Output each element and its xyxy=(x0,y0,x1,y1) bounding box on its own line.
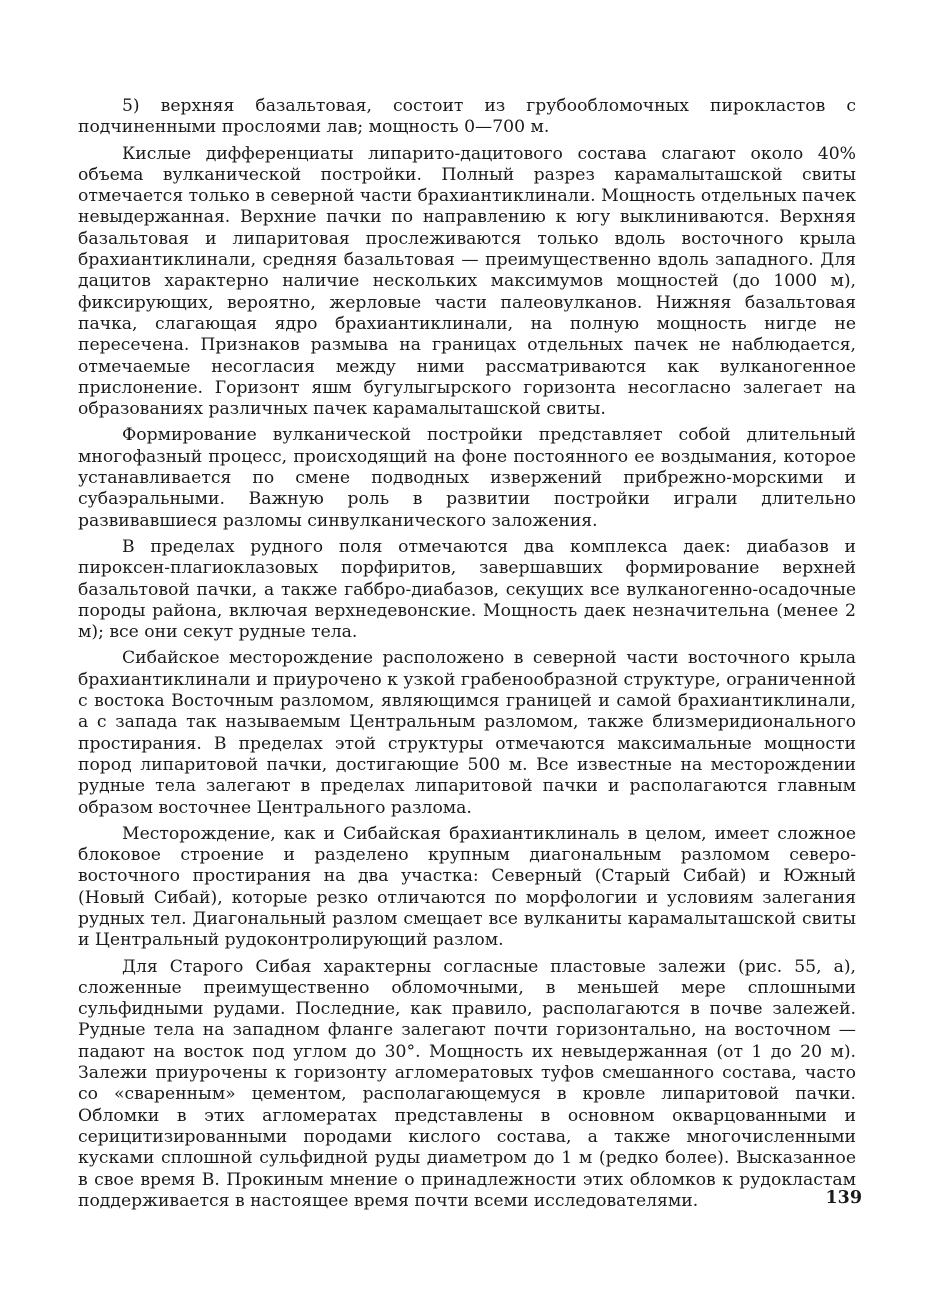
paragraph-4: В пределах рудного поля отмечаются два комплекса даек: диабазов и пироксен-плагиоклазовых порфиритов, завершавших формирование верхней базальтовой пачки, а также габбро-диабазов, секущих все вулканогенно-осадочные породы района, включая верхнедевонские. Мощность даек незначительна (менее 2 м); все они секут рудные тела. xyxy=(78,536,856,643)
paragraph-1: 5) верхняя базальтовая, состоит из грубообломочных пирокластов с подчиненными прослоями лав; мощность 0—700 м. xyxy=(78,96,856,138)
paragraph-7: Для Старого Сибая характерны согласные пластовые залежи (рис. 55, а), сложенные преимущественно обломочными, в меньшей мере сплошными сульфидными рудами. Последние, как правило, располагаются в почве залежей. Рудные тела на западном фланге залегают почти горизонтально, на восточном — падают на восток под углом до 30°. Мощность их невыдержанная (от 1 до 20 м). Залежи приурочены к горизонту агломератовых туфов смешанного состава, часто со «сваренным» цементом, располагающемуся в кровле липаритовой пачки. Обломки в этих агломератах представлены в основном окварцованными и серицитизированными породами кислого состава, а также многочисленными кусками сплошной сульфидной руды диаметром до 1 м (редко более). Высказанное в свое время В. Прокиным мнение о принадлежности этих обломков к рудокластам поддерживается в настоящее время почти всеми исследователями. xyxy=(78,956,856,1211)
page-number: 139 xyxy=(825,1188,862,1208)
paragraph-3: Формирование вулканической постройки представляет собой длительный многофазный процесс, происходящий на фоне постоянного ее воздымания, которое устанавливается по смене подводных извержений прибрежно-морскими и субаэральными. Важную роль в развитии постройки играли длительно развивавшиеся разломы синвулканического заложения. xyxy=(78,425,856,531)
paragraph-2: Кислые дифференциаты липарито-дацитового состава слагают около 40% объема вулканической постройки. Полный разрез карамалыташской свиты отмечается только в северной части брахиантиклинали. Мощность отдельных пачек невыдержанная. Верхние пачки по направлению к югу выклиниваются. Верхняя базальтовая и липаритовая прослеживаются только вдоль восточного крыла брахиантиклинали, средняя базальтовая — преимущественно вдоль западного. Для дацитов характерно наличие нескольких максимумов мощностей (до 1000 м), фиксирующих, вероятно, жерловые части палеовулканов. Нижняя базальтовая пачка, слагающая ядро брахиантиклинали, на полную мощность нигде не пересечена. Признаков размыва на границах отдельных пачек не наблюдается, отмечаемые несогласия между ними рассматриваются как вулканогенное прислонение. Горизонт яшм бугулыгырского горизонта несогласно залегает на образованиях различных пачек карамалыташской свиты. xyxy=(78,143,856,420)
paragraph-6: Месторождение, как и Сибайская брахиантиклиналь в целом, имеет сложное блоковое строение и разделено крупным диагональным разломом северо-восточного простирания на два участка: Северный (Старый Сибай) и Южный (Новый Сибай), которые резко отличаются по морфологии и условиям залегания рудных тел. Диагональный разлом смещает все вулканиты карамалыташской свиты и Центральный рудоконтролирующий разлом. xyxy=(78,823,856,951)
paragraph-5: Сибайское месторождение расположено в северной части восточного крыла брахиантиклинали и приурочено к узкой грабенообразной структуре, ограниченной с востока Восточным разломом, являющимся границей и самой брахиантиклинали, а с запада так называемым Центральным разломом, также близмеридионального простирания. В пределах этой структуры отмечаются максимальные мощности пород липаритовой пачки, достигающие 500 м. Все известные на месторождении рудные тела залегают в пределах липаритовой пачки и располагаются главным образом восточнее Центрального разлома. xyxy=(78,648,856,818)
page-body xyxy=(78,96,856,1217)
